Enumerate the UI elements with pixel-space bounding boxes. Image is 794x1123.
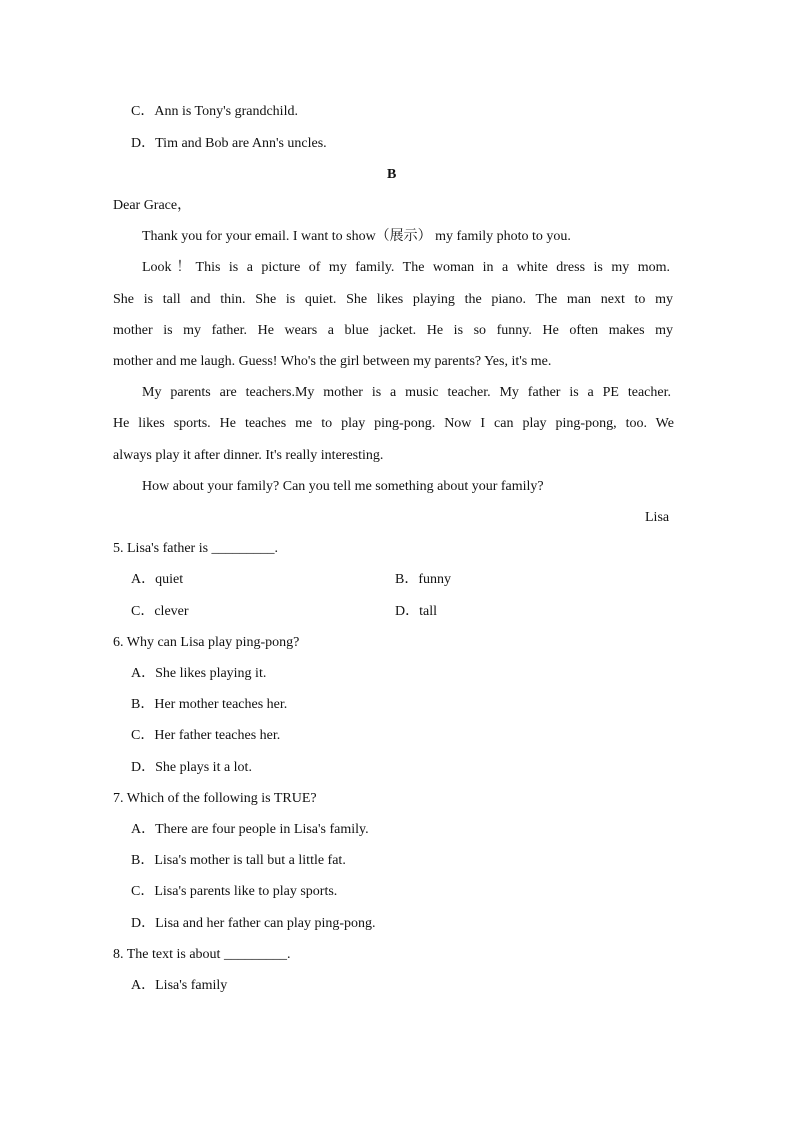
prev-option-d — [131, 135, 327, 153]
letter-line: How about your family? Can you tell me something about your family? — [142, 479, 544, 494]
option-text: There are four people in Lisa's family. — [155, 822, 369, 837]
option-a — [131, 665, 266, 683]
option-text: Her mother teaches her. — [154, 697, 288, 712]
option-letter: C． — [131, 728, 155, 743]
option-letter: D． — [131, 760, 156, 775]
letter-line: mother and me laugh. Guess! Who's the girl between my parents? Yes, it's me. — [113, 354, 552, 369]
letter-signature: Lisa — [645, 510, 670, 525]
question-stem: 5. Lisa's father is _________. — [113, 541, 279, 556]
option-c — [131, 883, 337, 901]
option-text: quiet — [155, 572, 184, 587]
option-text: She likes playing it. — [155, 666, 267, 681]
option-text: funny — [418, 572, 452, 587]
option-text: Lisa and her father can play ping-pong. — [155, 916, 376, 931]
option-text: Lisa's parents like to play sports. — [154, 884, 338, 899]
letter-line: Thank you for your email. I want to show（展示） my family photo to you. — [142, 229, 571, 244]
option-text: Lisa's mother is tall but a little fat. — [154, 853, 346, 868]
option-d — [131, 915, 376, 933]
letter-line: Look！This is a picture of my family. The woman in a white dress is my mom. — [142, 260, 670, 275]
letter-line: She is tall and thin. She is quiet. She likes playing the piano. The man next to my — [113, 292, 673, 307]
option-text: tall — [419, 604, 438, 619]
option-a — [131, 571, 183, 589]
letter-line: He likes sports. He teaches me to play ping-pong. Now I can play ping-pong, too. We — [113, 416, 674, 431]
option-letter: B． — [131, 853, 155, 868]
letter-line: mother is my father. He wears a blue jacket. He is so funny. He often makes my — [113, 323, 673, 338]
option-b — [131, 852, 346, 870]
letter-line: always play it after dinner. It's really interesting. — [113, 448, 384, 463]
question-stem: 7. Which of the following is TRUE? — [113, 791, 317, 806]
section-title: B — [387, 167, 397, 182]
letter-line: My parents are teachers.My mother is a music teacher. My father is a PE teacher. — [142, 385, 671, 400]
option-text: Lisa's family — [155, 978, 228, 993]
letter-greeting: Dear Grace， — [113, 198, 192, 213]
option-letter: B． — [395, 572, 419, 587]
option-b — [395, 571, 451, 589]
option-d — [395, 603, 437, 621]
option-text: clever — [154, 604, 189, 619]
option-a — [131, 821, 369, 839]
question-stem: 6. Why can Lisa play ping-pong? — [113, 635, 300, 650]
question-stem: 8. The text is about _________. — [113, 947, 291, 962]
option-text: Ann is Tony's grandchild. — [154, 104, 298, 119]
option-text: Her father teaches her. — [154, 728, 281, 743]
option-letter: A． — [131, 978, 156, 993]
prev-option-c — [131, 103, 298, 121]
option-letter: A． — [131, 666, 156, 681]
option-d — [131, 759, 252, 777]
option-letter: C． — [131, 604, 155, 619]
option-letter: D． — [395, 604, 420, 619]
option-text: Tim and Bob are Ann's uncles. — [155, 136, 327, 151]
option-letter: C． — [131, 884, 155, 899]
option-letter: B． — [131, 697, 155, 712]
option-letter: A． — [131, 572, 156, 587]
option-c — [131, 603, 189, 621]
option-letter: D． — [131, 916, 156, 931]
option-b — [131, 696, 287, 714]
option-letter: D． — [131, 136, 156, 151]
option-letter: C． — [131, 104, 155, 119]
option-letter: A． — [131, 822, 156, 837]
option-text: She plays it a lot. — [155, 760, 252, 775]
option-a — [131, 977, 227, 995]
option-c — [131, 727, 280, 745]
